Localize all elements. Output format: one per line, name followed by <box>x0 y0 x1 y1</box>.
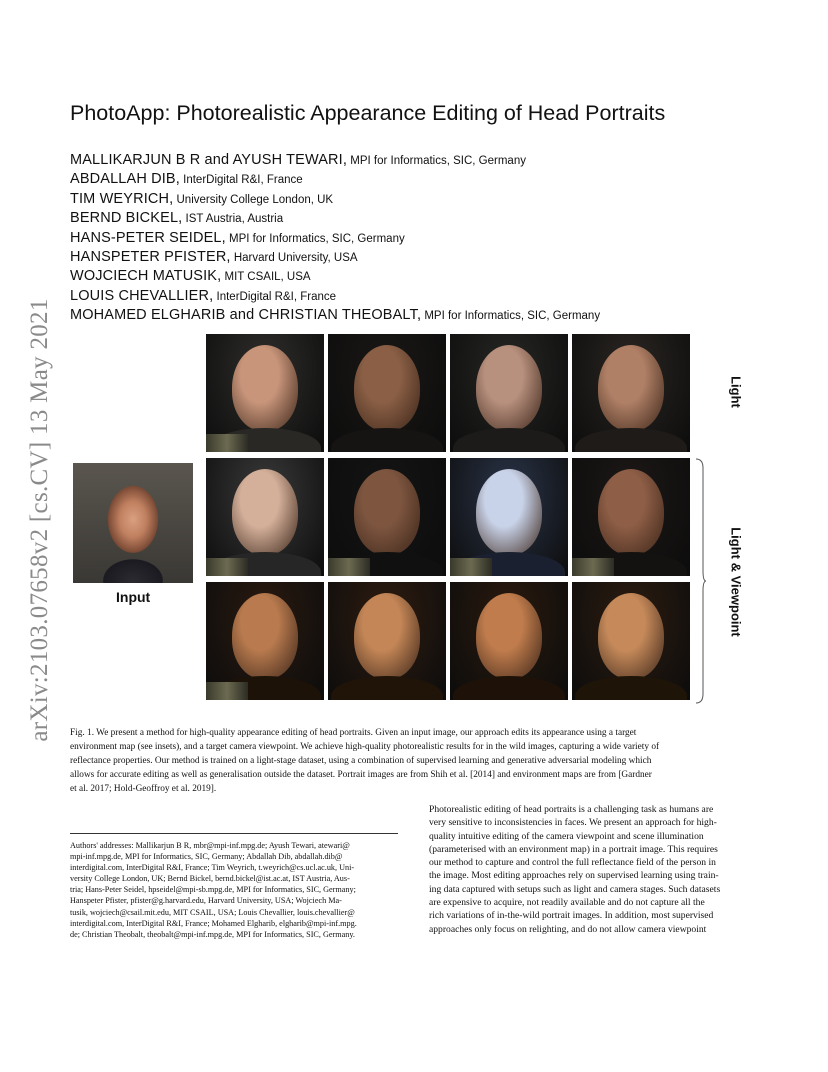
caption-line: allows for accurate editing as well as generalisation outside the dataset. Portrait images are from Shih et al. [2014] and environment maps are from [Gardner <box>70 770 652 780</box>
relit-portrait-image <box>572 334 690 452</box>
relit-portrait-image <box>328 582 446 700</box>
author-affiliation: MPI for Informatics, SIC, Germany <box>347 155 526 167</box>
portrait-face <box>232 469 298 555</box>
caption-line: Fig. 1. We present a method for high-quality appearance editing of head portraits. Given an input image, our approach edits its appearance using a target <box>70 728 637 738</box>
figure-caption <box>70 726 758 796</box>
portrait-shirt <box>575 676 687 700</box>
relit-portrait-image <box>450 582 568 700</box>
author-affiliation: University College London, UK <box>173 193 334 206</box>
relit-portrait-image <box>572 458 690 576</box>
author-affiliation: MPI for Informatics, SIC, Germany <box>421 310 601 323</box>
result-image-grid <box>206 334 690 706</box>
paper-title: PhotoApp: Photorealistic Appearance Editing of Head Portraits <box>70 101 666 125</box>
environment-map-inset <box>572 558 614 576</box>
author-line <box>70 150 600 169</box>
row-label-light: Light <box>728 376 744 408</box>
footnote-line: tusik, wojciech@csail.mit.edu, MIT CSAIL, USA; Louis Chevallier, louis.chevallier@ <box>70 907 355 917</box>
portrait-shirt <box>453 676 565 700</box>
caption-line: reflectance properties. Our method is trained on a light-stage dataset, using a combination of supervised learning and generative adversarial modeling which <box>70 756 652 766</box>
relit-portrait-image <box>572 582 690 700</box>
portrait-face <box>354 593 420 679</box>
author-affiliation: InterDigital R&I, France <box>213 290 337 303</box>
author-line <box>70 247 600 266</box>
portrait-face <box>354 345 420 431</box>
environment-map-inset <box>206 434 248 452</box>
footnote-line: Hanspeter Pfister, pfister@g.harvard.edu, Harvard University, USA; Wojciech Ma- <box>70 896 342 906</box>
author-names: BERND BICKEL, <box>70 210 183 227</box>
body-line: quality intuitive editing of the camera viewpoint and scene illumination <box>429 830 704 842</box>
author-line <box>70 305 600 324</box>
portrait-shirt <box>453 428 565 452</box>
portrait-shirt <box>331 676 443 700</box>
caption-line: et al. 2017; Hold-Geoffroy et al. 2019]. <box>70 784 217 794</box>
author-names: TIM WEYRICH, <box>70 190 174 207</box>
body-line: rich variations of in-the-wild portrait images. In addition, most supervised <box>429 910 714 922</box>
author-names: MOHAMED ELGHARIB and CHRISTIAN THEOBALT, <box>70 307 422 324</box>
author-affiliation: IST Austria, Austria <box>182 213 284 226</box>
portrait-shirt <box>575 428 687 452</box>
input-label: Input <box>116 589 151 605</box>
relit-portrait-image <box>328 458 446 576</box>
body-line: the image. Most editing approaches rely on supervised learning using train- <box>429 870 719 882</box>
portrait-shirt <box>331 428 443 452</box>
body-line: our method to capture and control the full reflectance field of the person in <box>429 857 716 869</box>
abstract-paragraph <box>429 803 758 936</box>
author-line <box>70 208 600 227</box>
footnote-line: tria; Hans-Peter Seidel, hpseidel@mpi-sb.mpg.de, MPI for Informatics, SIC, Germany; <box>70 885 356 895</box>
row-label-light-viewpoint: Light & Viewpoint <box>728 527 744 637</box>
author-line <box>70 266 600 285</box>
body-line: are expensive to acquire, not readily available and do not capture all the <box>429 897 705 909</box>
portrait-face <box>232 345 298 431</box>
body-line: approaches only focus on relighting, and do not allow camera viewpoint <box>429 923 707 935</box>
author-line <box>70 228 600 247</box>
author-names: MALLIKARJUN B R and AYUSH TEWARI, <box>70 152 348 168</box>
authors-addresses-footnote <box>70 840 398 940</box>
input-portrait-image <box>73 463 193 583</box>
portrait-face <box>598 345 664 431</box>
arxiv-identifier: arXiv:2103.07658v2 [cs.CV] 13 May 2021 <box>26 298 53 742</box>
arxiv-stamp <box>10 265 70 775</box>
portrait-face <box>354 469 420 555</box>
environment-map-inset <box>328 558 370 576</box>
relit-portrait-image <box>328 334 446 452</box>
portrait-face <box>476 469 542 555</box>
author-affiliation: Harvard University, USA <box>230 251 358 264</box>
environment-map-inset <box>450 558 492 576</box>
relit-portrait-image <box>206 334 324 452</box>
body-line: very sensitive to inconsistencies in faces. We present an approach for high- <box>429 817 717 829</box>
portrait-face <box>476 593 542 679</box>
relit-portrait-image <box>450 334 568 452</box>
body-line: Photorealistic editing of head portraits is a challenging task as humans are <box>429 804 714 815</box>
author-line <box>70 286 600 305</box>
body-line: ing data captured with setups such as light and camera stages. Such datasets <box>429 883 721 895</box>
author-names: HANSPETER PFISTER, <box>70 248 231 265</box>
author-names: ABDALLAH DIB, <box>70 171 180 188</box>
caption-line: environment map (see insets), and a target camera viewpoint. We achieve high-quality photorealistic results for in the wild images, capturing a wide variety of <box>70 742 660 752</box>
footnote-line: versity College London, UK; Bernd Bickel, bernd.bickel@ist.ac.at, IST Austria, Aus- <box>70 874 350 884</box>
body-line: (parameterised with an environment map) in a portrait image. This requires <box>429 843 718 855</box>
portrait-face <box>598 469 664 555</box>
author-names: WOJCIECH MATUSIK, <box>70 268 222 285</box>
author-names: LOUIS CHEVALLIER, <box>70 287 214 304</box>
environment-map-inset <box>206 558 248 576</box>
environment-map-inset <box>206 682 248 700</box>
row-bracket <box>695 458 707 704</box>
footnote-line: de; Christian Theobalt, theobalt@mpi-inf.mpg.de, MPI for Informatics, SIC, Germany. <box>70 929 355 939</box>
portrait-face <box>598 593 664 679</box>
relit-portrait-image <box>450 458 568 576</box>
footnote-line: interdigital.com, InterDigital R&I, France; Mohamed Elgharib, elgharib@mpi-inf.mpg. <box>70 918 357 928</box>
author-affiliation: MIT CSAIL, USA <box>221 271 311 284</box>
footnote-line: interdigital.com, InterDigital R&I, France; Tim Weyrich, t.weyrich@cs.ucl.ac.uk, Uni- <box>70 863 355 873</box>
footnote-line: mpi-inf.mpg.de, MPI for Informatics, SIC, Germany; Abdallah Dib, abdallah.dib@ <box>70 852 343 862</box>
author-list <box>70 150 600 325</box>
author-line <box>70 189 600 208</box>
author-affiliation: InterDigital R&I, France <box>179 174 303 187</box>
author-line <box>70 169 600 188</box>
author-names: HANS-PETER SEIDEL, <box>70 229 226 246</box>
footnote-divider <box>70 833 398 834</box>
author-affiliation: MPI for Informatics, SIC, Germany <box>225 232 405 245</box>
relit-portrait-image <box>206 582 324 700</box>
footnote-line: Authors' addresses: Mallikarjun B R, mbr@mpi-inf.mpg.de; Ayush Tewari, atewari@ <box>70 841 350 850</box>
portrait-face <box>476 345 542 431</box>
portrait-face <box>232 593 298 679</box>
relit-portrait-image <box>206 458 324 576</box>
